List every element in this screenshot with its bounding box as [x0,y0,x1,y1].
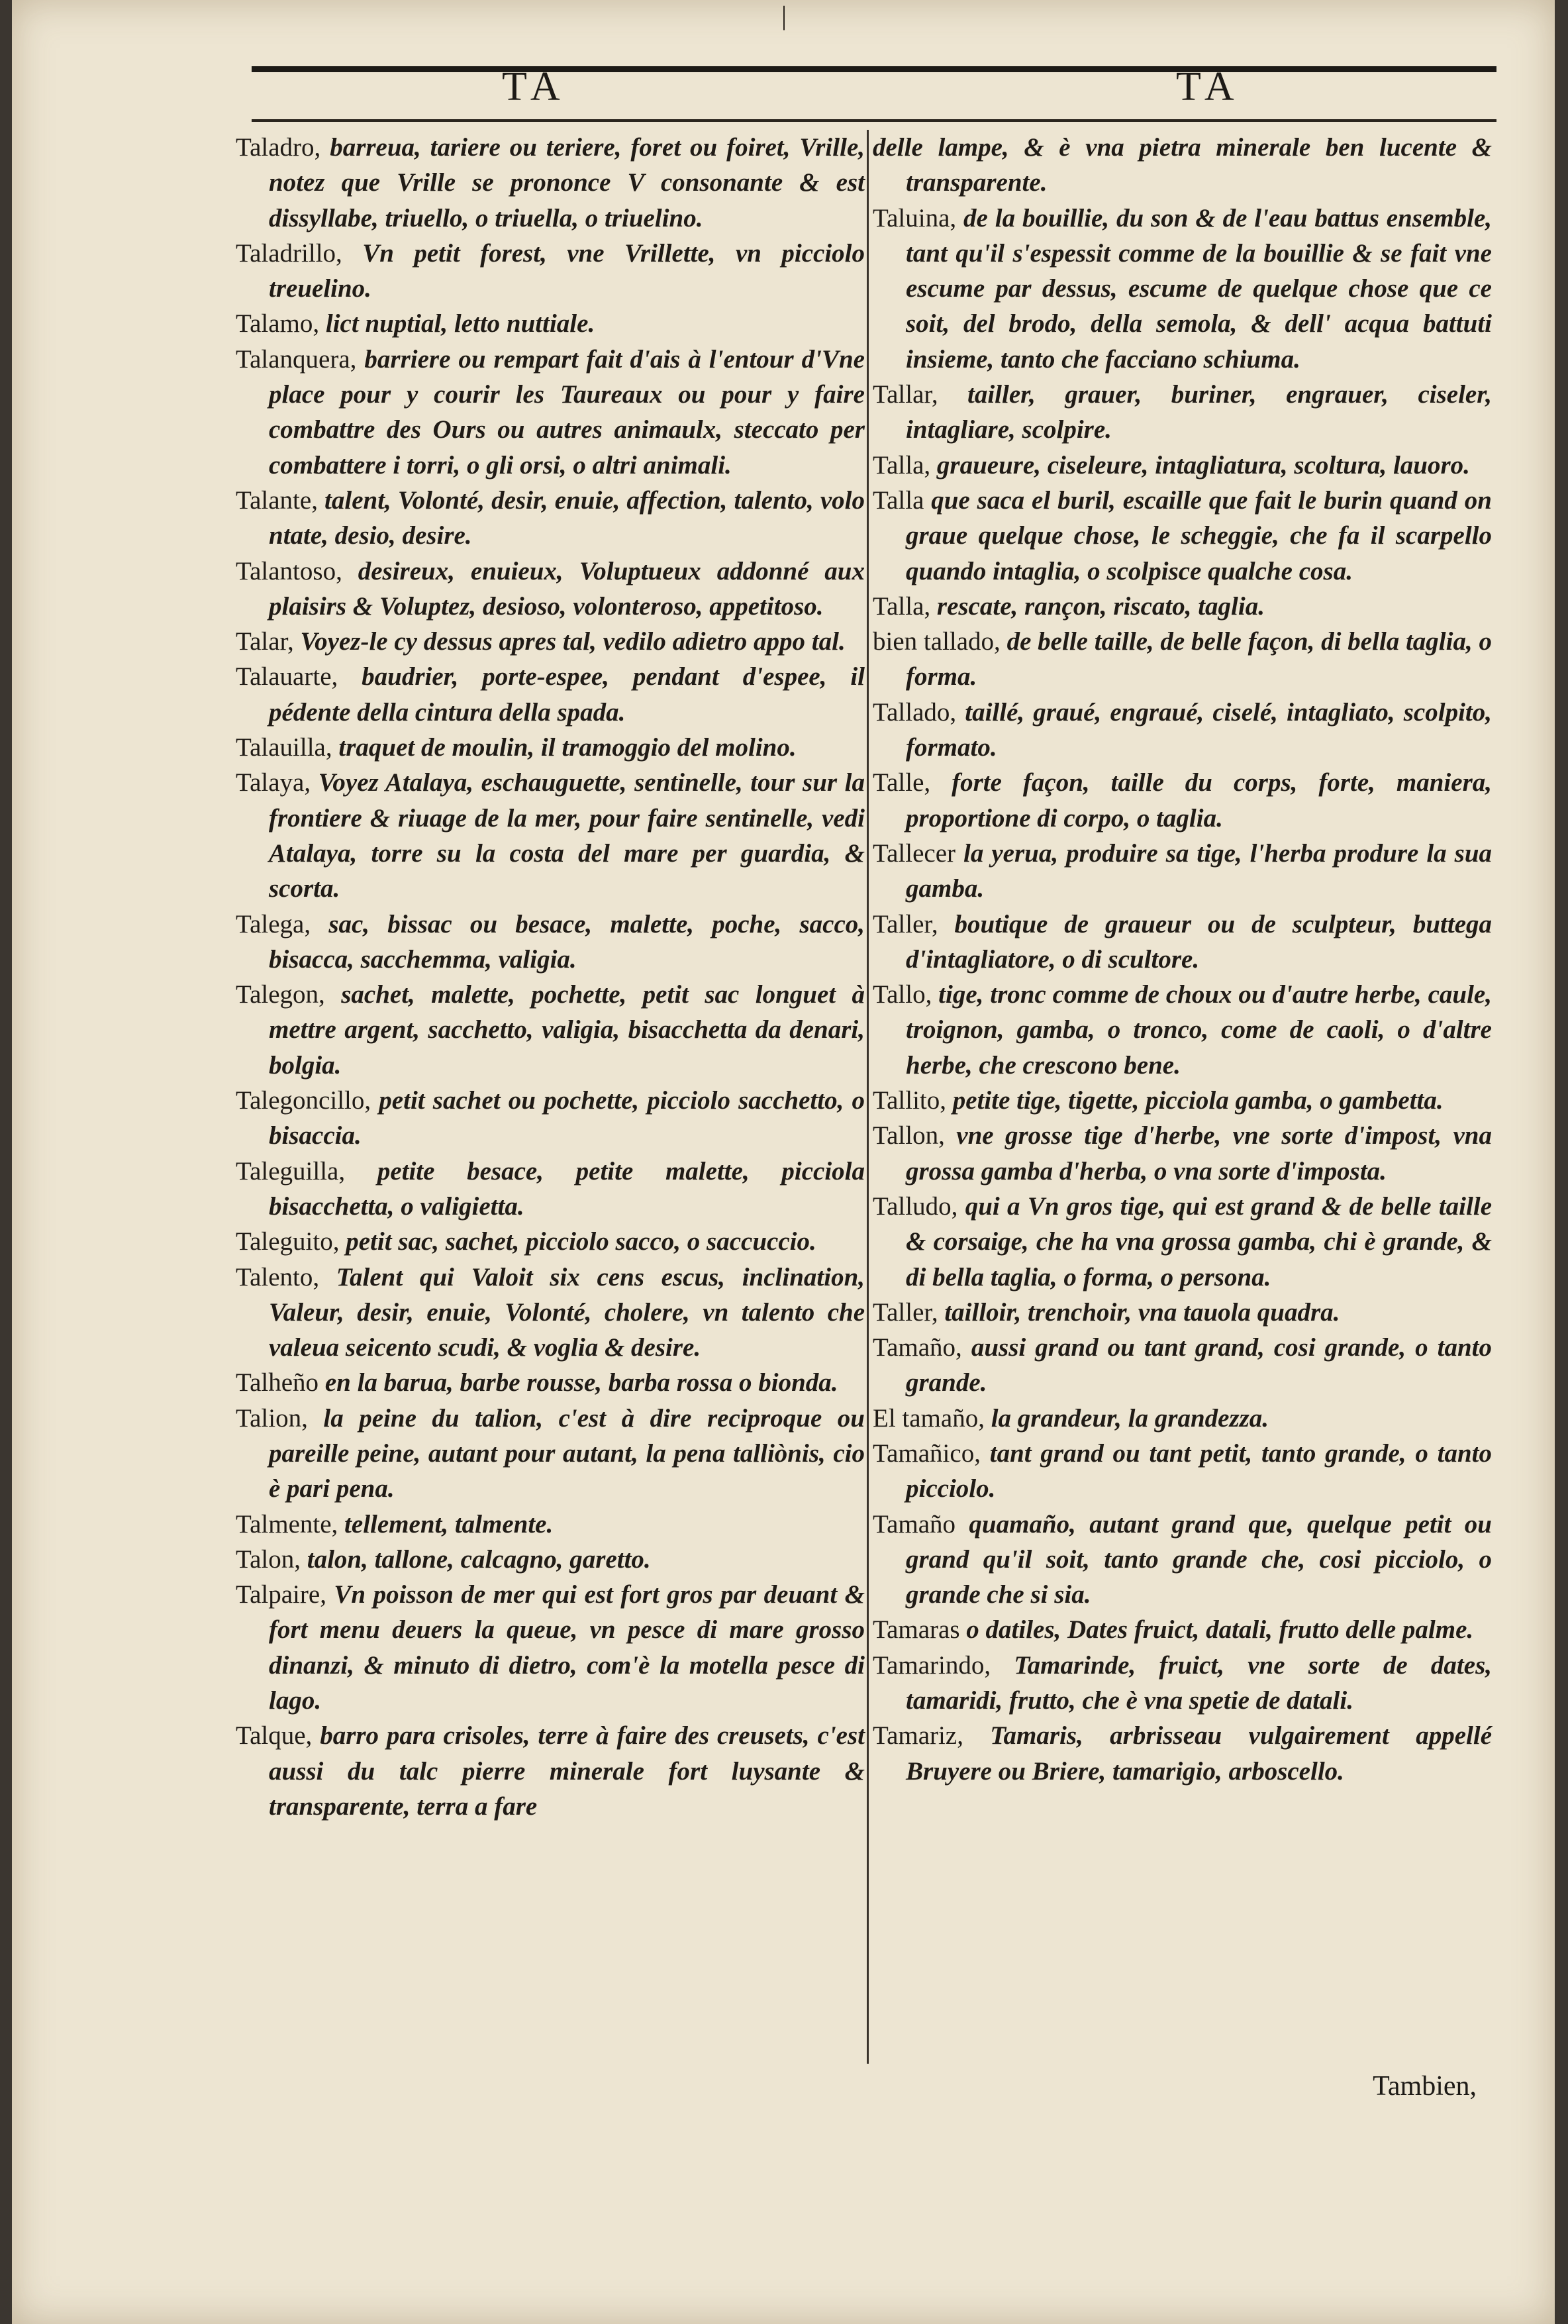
dictionary-entry [873,1401,1492,1436]
entry-definition: lict nuptial, letto nuttiale. [325,309,595,338]
dictionary-entry [873,448,1492,483]
right-column [873,130,1492,1789]
entry-definition: o datiles, Dates fruict, datali, frutto delle palme. [966,1615,1474,1644]
entry-headword: Talludo, [873,1191,958,1221]
entry-headword: Taller, [873,909,938,938]
entry-definition: Vn poisson de mer qui est fort gros par deuant & fort menu deuers la queue, vn pesce di mare grosso dinanzi, & minuto di dietro, com'è la motella pesce di lago. [269,1580,865,1715]
entry-definition: sachet, malette, pochette, petit sac longuet à mettre argent, sacchetto, valigia, bisacchetta da denari, bolgia. [269,980,865,1080]
dictionary-entry [873,1189,1492,1295]
entry-headword: Talle, [873,768,931,797]
dictionary-entry [236,130,865,236]
dictionary-entry [873,624,1492,695]
entry-definition: delle lampe, & è vna pietra minerale ben lucente & transparente. [873,133,1492,197]
entry-headword: Tallado, [873,697,957,727]
entry-headword: Taleguilla, [236,1156,346,1186]
entry-headword: Talla [873,485,924,515]
entry-definition: qui a Vn gros tige, qui est grand & de belle taille & corsaige, che ha vna grossa gamba, chi è grande, & di bella taglia, o forma, o persona. [906,1191,1492,1291]
entry-definition: taillé, graué, engraué, ciselé, intagliato, scolpito, formato. [906,697,1492,762]
dictionary-entry [873,483,1492,589]
entry-definition: boutique de graueur ou de sculpteur, buttega d'intagliatore, o di scultore. [906,909,1493,974]
entry-headword: Talento, [236,1262,320,1291]
folio-mark: | [781,1,787,30]
dictionary-entry [873,589,1492,624]
entry-definition: vne grosse tige d'herbe, vne sorte d'impost, vna grossa gamba d'herba, o vna sorte d'imposta. [906,1121,1492,1186]
dictionary-entry [236,1718,865,1824]
entry-definition: Voyez Atalaya, eschauguette, sentinelle, tour sur la frontiere & riuage de la mer, pour faire sentinelle, vedi Atalaya, torre su la costa del mare per guardia, & scorta. [269,768,865,903]
entry-headword: Tallecer [873,838,956,868]
dictionary-entry [873,1648,1492,1719]
entry-headword: Tamaño [873,1509,956,1539]
entry-headword: Talantoso, [236,556,342,585]
entry-headword: Tallo, [873,980,932,1009]
entry-definition: graueure, ciseleure, intagliatura, scoltura, lauoro. [936,450,1470,480]
entry-definition: de la bouillie, du son & de l'eau battus ensemble, tant qu'il s'espessit comme de la bouillie & se fait vne escume par dessus, escume de quelque chose que ce soit, del brodo, della semola, & dell' acqua battuti insieme, tanto che facciano schiuma. [906,203,1492,374]
entry-headword: Tamarindo, [873,1650,991,1680]
entry-headword: Tamañico, [873,1439,981,1468]
entry-headword: Talque, [236,1721,313,1750]
dictionary-entry [873,695,1492,766]
entry-headword: bien tallado, [873,627,1001,656]
entry-definition: que saca el buril, escaille que fait le burin quand on graue quelque chose, le scheggie, che fa il scarpello quando intaglia, o scolpisce qualche cosa. [906,485,1492,585]
entry-definition: quamaño, autant grand que, quelque petit ou grand qu'il soit, tanto grande che, cosi picciolo, o grande che si sia. [906,1509,1492,1609]
entry-definition: tant grand ou tant petit, tanto grande, o tanto picciolo. [906,1439,1493,1503]
entry-headword: Taller, [873,1297,938,1327]
running-head-right: TA [1176,64,1241,109]
entry-definition: tailler, grauer, buriner, engrauer, ciseler, intagliare, scolpire. [906,380,1493,444]
entry-definition: barriere ou rempart fait d'ais à l'entour d'Vne place pour y courir les Taureaux ou pour y faire combattre des Ours ou autres animaulx, steccato per combattere i torri, o gli orsi, o altri animali. [269,344,865,480]
entry-definition: barreua, tariere ou teriere, foret ou foiret, Vrille, notez que Vrille se prononce V consonante & est dissyllabe, triuello, o triuella, o triuelino. [269,133,865,232]
dictionary-entry [236,624,865,659]
entry-definition: petit sac, sachet, picciolo sacco, o saccuccio. [346,1227,816,1256]
dictionary-entry [236,1365,865,1400]
entry-headword: Talla, [873,591,931,621]
entry-headword: Tamaño, [873,1333,962,1362]
entry-definition: en la barua, barbe rousse, barba rossa o bionda. [324,1368,838,1397]
dictionary-entry [236,1401,865,1507]
entry-definition: la grandeur, la grandezza. [991,1403,1269,1433]
entry-headword: Talegon, [236,980,325,1009]
left-column [236,130,865,1824]
dictionary-entry [236,907,865,978]
dictionary-entry [236,554,865,625]
dictionary-entry [873,1083,1492,1118]
dictionary-entry [873,1118,1492,1189]
entry-headword: Taluina, [873,203,957,232]
entry-headword: Tamariz, [873,1721,963,1750]
entry-headword: Talegoncillo, [236,1086,371,1115]
column-divider [867,130,869,2064]
dictionary-page [12,0,1555,2324]
entry-headword: Talheño [236,1368,319,1397]
dictionary-entry [236,1260,865,1366]
entry-definition: Talent qui Valoit six cens escus, inclination, Valeur, desir, enuie, Volonté, cholere, vn talento che valeua seicento scudi, & voglia & desire. [269,1262,865,1362]
entry-headword: Talmente, [236,1509,338,1539]
dictionary-entry [236,1154,865,1225]
entry-headword: Taladro, [236,133,321,162]
entry-definition: petite besace, petite malette, picciola bisacchetta, o valigietta. [269,1156,865,1221]
dictionary-entry [873,765,1492,836]
dictionary-entry [236,1542,865,1577]
entry-headword: Tallito, [873,1086,947,1115]
dictionary-entry [236,730,865,765]
dictionary-entry [236,306,865,341]
entry-definition: la yerua, produire sa tige, l'herba produre la sua gamba. [906,838,1493,903]
entry-headword: Tallon, [873,1121,945,1150]
dictionary-entry [873,1718,1492,1789]
dictionary-entry [873,907,1492,978]
entry-definition: barro para crisoles, terre à faire des creusets, c'est aussi du talc pierre minerale fort luysante & transparente, terra a fare [269,1721,865,1821]
entry-headword: Talamo, [236,309,320,338]
entry-headword: Taleguito, [236,1227,340,1256]
entry-definition: la peine du talion, c'est à dire reciproque ou pareille peine, autant pour autant, la pena talliònis, cio è pari pena. [269,1403,865,1503]
entry-definition: tailloir, trenchoir, vna tauola quadra. [944,1297,1340,1327]
dictionary-entry [236,1224,865,1259]
entry-definition: tige, tronc comme de choux ou d'autre herbe, caule, troignon, gamba, o tronco, come de caoli, o d'altre herbe, che crescono bene. [906,980,1492,1080]
entry-headword: Talega, [236,909,311,938]
dictionary-entry [873,977,1492,1083]
entry-headword: Talpaire, [236,1580,326,1609]
entry-headword: Talon, [236,1544,301,1574]
entry-definition: tellement, talmente. [344,1509,554,1539]
top-rule [252,66,1496,72]
entry-definition: aussi grand ou tant grand, cosi grande, o tanto grande. [906,1333,1493,1397]
dictionary-entry [236,342,865,483]
entry-definition: forte façon, taille du corps, forte, maniera, proportione di corpo, o taglia. [906,768,1492,833]
entry-definition: sac, bissac ou besace, malette, poche, sacco, bisacca, saccheтта, valigia. [269,909,865,974]
entry-headword: Talion, [236,1403,308,1433]
dictionary-entry [873,836,1492,907]
entry-headword: Talaya, [236,768,311,797]
running-head-left: TA [502,64,567,109]
dictionary-entry [873,130,1492,201]
entry-definition: petit sachet ou pochette, picciolo sacchetto, o bisaccia. [269,1086,865,1150]
entry-definition: Vn petit forest, vne Vrillette, vn picciolo treuelino. [269,238,865,303]
entry-headword: Tallar, [873,380,938,409]
dictionary-entry [873,1330,1492,1401]
entry-definition: petite tige, tigette, picciola gamba, o gambetta. [952,1086,1444,1115]
dictionary-entry [236,1577,865,1718]
entry-headword: Talanquera, [236,344,357,374]
entry-headword: Talante, [236,485,318,515]
dictionary-entry [236,765,865,906]
entry-headword: Talla, [873,450,931,480]
entry-definition: de belle taille, de belle façon, di bella taglia, o forma. [906,627,1493,691]
entry-definition: desireux, enuieux, Voluptueux addonné aux plaisirs & Voluptez, desioso, volonteroso, appetitoso. [269,556,865,621]
entry-definition: talent, Volonté, desir, enuie, affection, talento, volo ntate, desio, desire. [269,485,865,550]
dictionary-entry [873,1507,1492,1613]
entry-definition: baudrier, porte-espee, pendant d'espee, il pédente della cintura della spada. [269,662,865,727]
entry-headword: Talauilla, [236,733,332,762]
header-rule [252,119,1496,122]
entry-definition: Tamaris, arbrisseau vulgairement appellé Bruyere ou Briere, tamarigio, arboscello. [906,1721,1492,1786]
dictionary-entry [236,1507,865,1542]
entry-headword: Taladrillo, [236,238,342,268]
entry-headword: Talauarte, [236,662,338,691]
dictionary-entry [873,1295,1492,1330]
dictionary-entry [873,377,1492,448]
dictionary-entry [236,1083,865,1154]
entry-definition: talon, tallone, calcagno, garetto. [307,1544,651,1574]
dictionary-entry [236,659,865,730]
entry-definition: Tamarinde, fruict, vne sorte de dates, tamaridi, frutto, che è vna spetie de datali. [906,1650,1493,1715]
dictionary-entry [873,201,1492,377]
catchword: Tambien, [1373,2071,1477,2101]
entry-headword: El tamaño, [873,1403,985,1433]
dictionary-entry [236,977,865,1083]
dictionary-entry [873,1612,1492,1647]
entry-headword: Tamaras [873,1615,960,1644]
dictionary-entry [873,1436,1492,1507]
dictionary-entry [236,236,865,307]
entry-headword: Talar, [236,627,294,656]
entry-definition: Voyez-le cy dessus apres tal, vedilo adietro appo tal. [300,627,846,656]
entry-definition: rescate, rançon, riscato, taglia. [936,591,1265,621]
dictionary-entry [236,483,865,554]
entry-definition: traquet de moulin, il tramoggio del molino. [338,733,797,762]
